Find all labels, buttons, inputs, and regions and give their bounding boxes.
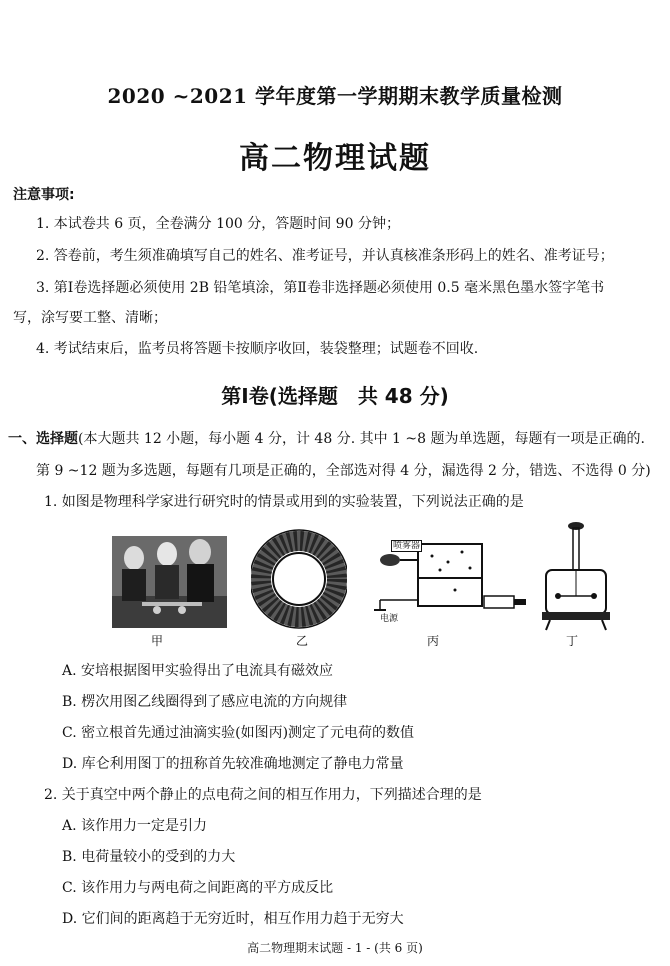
figure-yi-coil-image	[251, 529, 347, 633]
note-item-3: 3. 第Ⅰ卷选择题必须使用 2B 铅笔填涂，第Ⅱ卷非选择题必须使用 0.5 毫米黑色墨水签字笔书	[36, 280, 605, 296]
section-title: 第Ⅰ卷(选择题 共 48 分)	[221, 384, 449, 408]
figure-jia-image	[112, 536, 227, 632]
q2-stem: 2. 关于真空中两个静止的点电荷之间的相互作用力，下列描述合理的是	[44, 787, 482, 803]
note-item-1: 1. 本试卷共 6 页，全卷满分 100 分，答题时间 90 分钟；	[36, 216, 400, 232]
exam-name: 2020 ~2021 学年度第一学期期末教学质量检测	[107, 84, 563, 108]
page-title: 高二物理试题	[239, 141, 431, 176]
q2-option-b: B. 电荷量较小的受到的力大	[62, 849, 236, 865]
section-intro-label: 一、选择题	[8, 431, 78, 447]
figure-yi-caption: 乙	[295, 634, 308, 648]
section-intro-line2: 第 9 ~12 题为多选题，每题有几项是正确的，全部选对得 4 分，漏选得 2 分，错选、不选得 0 分)	[36, 463, 651, 479]
section-intro-line1	[8, 430, 645, 448]
page-footer: 高二物理期末试题 - 1 - (共 6 页)	[247, 941, 423, 955]
q1-option-a: A. 安培根据图甲实验得出了电流具有磁效应	[62, 663, 334, 679]
q2-option-d: D. 它们间的距离趋于无穷近时，相互作用力趋于无穷大	[62, 911, 404, 927]
q1-option-c: C. 密立根首先通过油滴实验(如图丙)测定了元电荷的数值	[62, 725, 415, 741]
note-item-4: 4. 考试结束后，监考员将答题卡按顺序收回，装袋整理；试题卷不回收.	[36, 341, 479, 357]
q1-stem: 1. 如图是物理科学家进行研究时的情景或用到的实验装置，下列说法正确的是	[44, 494, 524, 510]
figure-jia-caption: 甲	[150, 634, 163, 648]
figure-bing-battery-label: 电源	[380, 614, 399, 624]
note-item-2: 2. 答卷前，考生须准确填写自己的姓名、准考证号，并认真核准条形码上的姓名、准考证号；	[36, 248, 614, 264]
note-item-3-cont: 写，涂写要工整、清晰；	[13, 310, 167, 326]
section-intro-text: (本大题共 12 小题，每小题 4 分，计 48 分. 其中 1 ~8 题为单选题，每题有一项是正确的.	[78, 431, 645, 447]
q2-option-c: C. 该作用力与两电荷之间距离的平方成反比	[62, 880, 334, 896]
q1-option-b: B. 楞次用图乙线圈得到了感应电流的方向规律	[62, 694, 348, 710]
figure-bing-caption: 丙	[426, 634, 439, 648]
q2-option-a: A. 该作用力一定是引力	[62, 818, 208, 834]
figure-ding-torsion-balance-image	[540, 520, 612, 636]
notes-title: 注意事项:	[13, 187, 75, 203]
figure-ding-caption: 丁	[565, 634, 578, 648]
q1-option-d: D. 库仑利用图丁的扭称首先较准确地测定了静电力常量	[62, 756, 404, 772]
figure-bing-sprayer-label: 喷雾器	[393, 541, 421, 551]
